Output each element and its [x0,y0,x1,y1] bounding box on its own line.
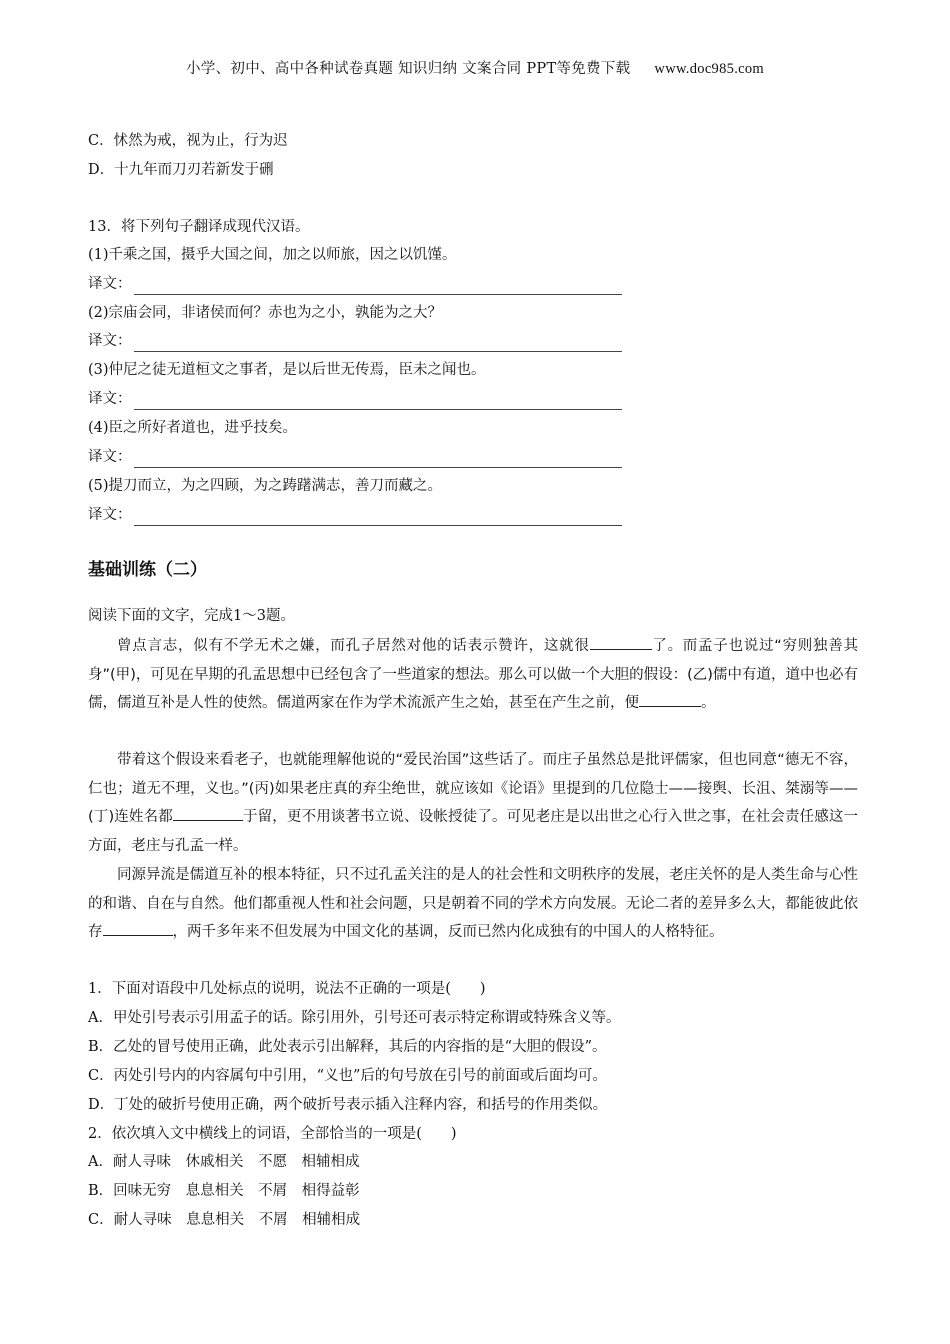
header-title: 小学、初中、高中各种试卷真题 知识归纳 文案合同 PPT等免费下载 [186,61,631,77]
q2-option-c[interactable]: C．耐人寻味 息息相关 不屑 相辅相成 [88,1212,361,1228]
q13-answer-3[interactable] [88,388,622,410]
q1-option-c[interactable]: C．丙处引号内的内容属句中引用，“义也”后的句号放在引号的前面或后面均可。 [88,1068,607,1084]
q13-item-1: (1)千乘之国，摄乎大国之间，加之以师旅，因之以饥馑。 [88,247,457,263]
answer-line[interactable] [134,279,622,295]
q13-answer-1[interactable] [88,273,622,295]
q1-stem: 1．下面对语段中几处标点的说明，说法不正确的一项是( ) [88,981,486,997]
q13-stem: 13．将下列句子翻译成现代汉语。 [88,219,310,235]
passage-text: 同源异流是儒道互补的根本特征，只不过孔孟关注的是人的社会性和文明秩序的发展，老庄关怀的是人类生命与心性的和谐、自在与自然。他们都重视人性和社会问题，只是朝着不同的学术方向发展。无论二者的差异多么大，都能彼此依存 [88,867,858,941]
passage-text: 曾点言志，似有不学无术之嫌，而孔子居然对他的话表示赞许，这就很 [117,638,590,654]
fill-blank-3[interactable] [173,806,243,821]
answer-label: 译文： [88,449,132,465]
fill-blank-2[interactable] [639,692,701,707]
header-site-link[interactable]: www.doc985.com [654,61,764,77]
q13-item-3: (3)仲尼之徒无道桓文之事者，是以后世无传焉，臣未之闻也。 [88,362,486,378]
q1-option-a[interactable]: A．甲处引号表示引用孟子的话。除引用外，引号还可表示特定称谓或特殊含义等。 [88,1010,621,1026]
answer-label: 译文： [88,391,132,407]
option-c-prev: C．怵然为戒，视为止，行为迟 [88,133,288,149]
passage-paragraph-1 [88,632,858,718]
q1-option-b[interactable]: B．乙处的冒号使用正确，此处表示引出解释，其后的内容指的是“大胆的假设”。 [88,1039,607,1055]
passage-text: 了。而孟子也说过“穷则独善其身”(甲)，可见在早期的孔孟思想中已经包含了一些道家的想法。那么可以做一个大胆的假设：(乙)儒中有道，道中也必有儒，儒道互补是人性的使然。儒道两家在作为学术流派产生之始，甚至在产生之前，便 [88,638,859,712]
page-header [0,57,950,78]
fill-blank-4[interactable] [103,921,173,936]
passage-text: 带着这个假设来看老子，也就能理解他说的“爱民治国”这些话了。而庄子虽然总是批评儒家，但也同意“德无不容，仁也；道无不理，义也。”(丙)如果老庄真的弃尘绝世，就应该如《论语》里提到的几位隐士——接舆、长沮、桀溺等——(丁)连姓名都 [88,752,858,826]
passage-paragraph-3 [88,861,858,947]
q13-answer-2[interactable] [88,330,622,352]
section-title: 基础训练（二） [88,560,207,580]
q13-item-5: (5)提刀而立，为之四顾，为之踌躇满志，善刀而藏之。 [88,478,443,494]
q13-item-2: (2)宗庙会同，非诸侯而何？赤也为之小，孰能为之大？ [88,305,443,321]
q13-item-4: (4)臣之所好者道也，进乎技矣。 [88,420,298,436]
q1-option-d[interactable]: D．丁处的破折号使用正确，两个破折号表示插入注释内容，和括号的作用类似。 [88,1097,608,1113]
passage-paragraph-2 [88,746,858,861]
answer-line[interactable] [134,336,622,352]
q2-stem: 2．依次填入文中横线上的词语，全部恰当的一项是( ) [88,1126,457,1142]
passage-text: 于留，更不用谈著书立说、设帐授徒了。可见老庄是以出世之心行入世之事，在社会责任感这一方面，老庄与孔孟一样。 [88,809,858,855]
q13-answer-4[interactable] [88,446,622,468]
answer-label: 译文： [88,333,132,349]
q2-option-b[interactable]: B．回味无穷 息息相关 不屑 相得益彰 [88,1183,360,1199]
passage-text: ，两千多年来不但发展为中国文化的基调，反而已然内化成独有的中国人的人格特征。 [172,924,724,941]
passage-text: 。 [701,695,716,712]
answer-line[interactable] [134,394,622,410]
answer-label: 译文： [88,507,132,523]
answer-line[interactable] [134,510,622,526]
answer-line[interactable] [134,452,622,468]
q13-answer-5[interactable] [88,504,622,526]
answer-label: 译文： [88,276,132,292]
option-d-prev: D．十九年而刀刃若新发于硎 [88,162,274,178]
fill-blank-1[interactable] [590,635,652,650]
q2-option-a[interactable]: A．耐人寻味 休戚相关 不愿 相辅相成 [88,1154,360,1170]
reading-intro: 阅读下面的文字，完成1～3题。 [88,608,295,624]
